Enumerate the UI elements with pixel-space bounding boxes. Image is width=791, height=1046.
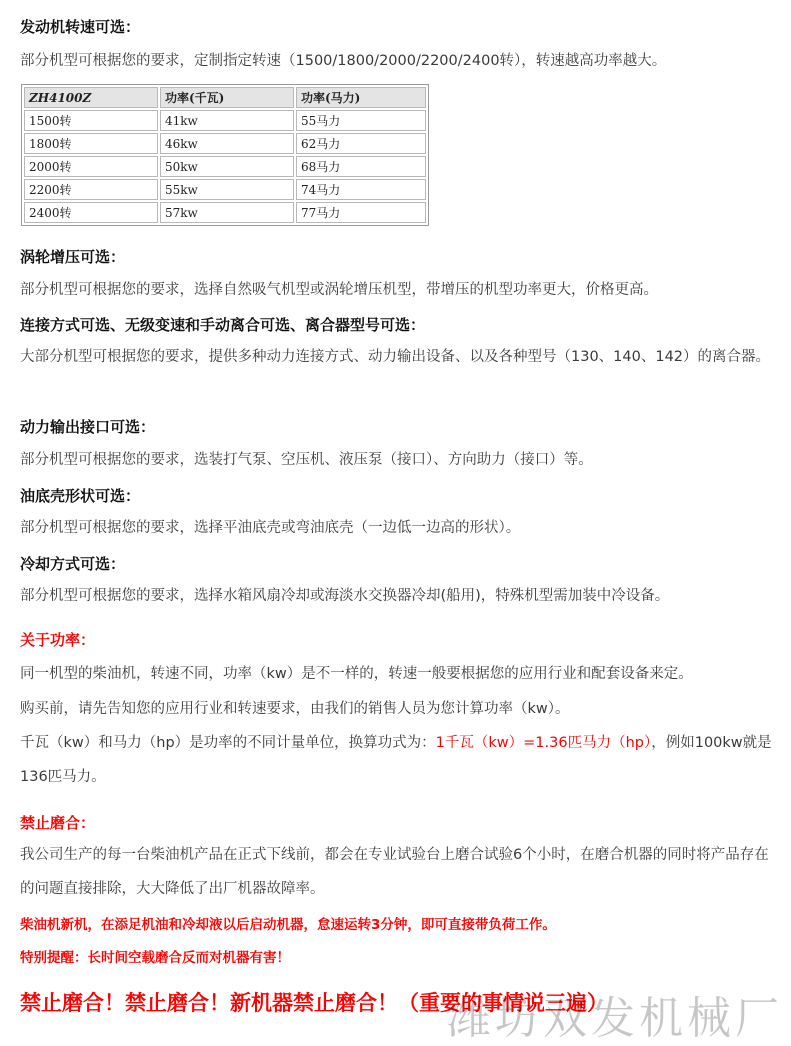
table-header-hp: 功率(马力) [296, 87, 426, 108]
power-text-3 [20, 726, 773, 794]
break-in-heading: 禁止磨合： [20, 814, 96, 832]
table-cell-kw: 57kw [160, 202, 294, 223]
oil-pan-heading: 油底壳形状可选： [20, 487, 141, 505]
table-row [24, 202, 426, 223]
cooling-text: 部分机型可根据您的要求，选择水箱风扇冷却或海淡水交换器冷却(船用)，特殊机型需加装中冷设备。 [20, 588, 670, 604]
table-header-row [24, 87, 426, 108]
table-cell-hp: 55马力 [296, 110, 426, 131]
table-cell-kw: 41kw [160, 110, 294, 131]
table-row [24, 133, 426, 154]
connection-text: 大部分机型可根据您的要求，提供多种动力连接方式、动力输出设备、以及各种型号（130、140、142）的离合器。 [20, 349, 771, 365]
table-header-model: ZH4100Z [24, 87, 158, 108]
table-cell-hp: 77马力 [296, 202, 426, 223]
table-cell-kw: 50kw [160, 156, 294, 177]
power-text-1: 同一机型的柴油机，转速不同，功率（kw）是不一样的，转速一般要根据您的应用行业和配套设备来定。 [20, 666, 693, 682]
table-row [24, 156, 426, 177]
turbo-text: 部分机型可根据您的要求，选择自然吸气机型或涡轮增压机型，带增压的机型功率更大，价格更高。 [20, 282, 658, 298]
table-row [24, 179, 426, 200]
table-cell-speed: 2200转 [24, 179, 158, 200]
power-text-3-suffix: ，例如100kw就是136匹马力。 [20, 735, 772, 785]
table-cell-speed: 2400转 [24, 202, 158, 223]
table-cell-kw: 55kw [160, 179, 294, 200]
table-cell-hp: 68马力 [296, 156, 426, 177]
conversion-formula: 1千瓦（kw）=1.36匹马力（hp） [435, 735, 652, 751]
table-cell-speed: 1800转 [24, 133, 158, 154]
pto-heading: 动力输出接口可选： [20, 418, 156, 436]
power-text-2: 购买前，请先告知您的应用行业和转速要求，由我们的销售人员为您计算功率（kw）。 [20, 701, 570, 717]
cooling-heading: 冷却方式可选： [20, 555, 126, 573]
company-watermark: 潍坊双发机械厂 [447, 993, 783, 1044]
table-cell-speed: 1500转 [24, 110, 158, 131]
pto-text: 部分机型可根据您的要求，选装打气泵、空压机、液压泵（接口）、方向助力（接口）等。 [20, 452, 593, 468]
table-cell-kw: 46kw [160, 133, 294, 154]
engine-speed-heading: 发动机转速可选： [20, 18, 141, 36]
special-reminder: 特别提醒：长时间空载磨合反而对机器有害！ [20, 950, 290, 966]
table-cell-hp: 74马力 [296, 179, 426, 200]
power-heading: 关于功率： [20, 631, 96, 649]
table-header-kw: 功率(千瓦) [160, 87, 294, 108]
connection-heading: 连接方式可选、无级变速和手动离合可选、离合器型号可选： [20, 316, 426, 334]
engine-speed-text: 部分机型可根据您的要求，定制指定转速（1500/1800/2000/2200/2400转），转速越高功率越大。 [20, 53, 667, 69]
spec-table [21, 84, 429, 226]
break-in-notice: 柴油机新机，在添足机油和冷却液以后启动机器，怠速运转3分钟，即可直接带负荷工作。 [20, 917, 556, 933]
power-text-3-prefix: 千瓦（kw）和马力（hp）是功率的不同计量单位，换算功式为： [20, 735, 436, 751]
table-row [24, 110, 426, 131]
oil-pan-text: 部分机型可根据您的要求，选择平油底壳或弯油底壳（一边低一边高的形状）。 [20, 520, 521, 536]
no-break-in-banner: 禁止磨合！禁止磨合！新机器禁止磨合！（重要的事情说三遍） [20, 991, 608, 1015]
table-cell-hp: 62马力 [296, 133, 426, 154]
turbo-heading: 涡轮增压可选： [20, 248, 126, 266]
table-cell-speed: 2000转 [24, 156, 158, 177]
break-in-text: 我公司生产的每一台柴油机产品在正式下线前，都会在专业试验台上磨合试验6个小时，在磨合机器的同时将产品存在的问题直接排除，大大降低了出厂机器故障率。 [20, 847, 769, 897]
